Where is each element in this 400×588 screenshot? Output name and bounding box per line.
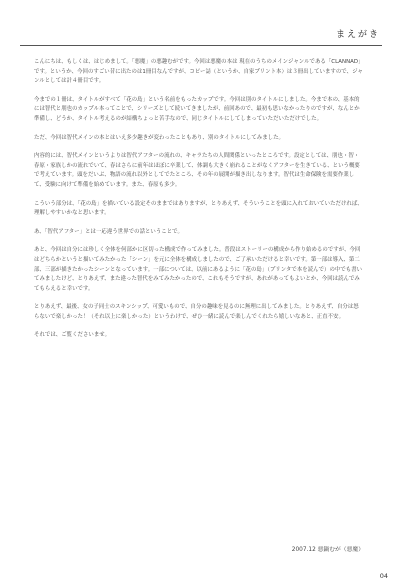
paragraph: あと、今回は自分には珍しく全体を何部かに区切った構成で作ってみました。普段はストーリーの構成から作り始めるのですが、今回はどちらかというと描いてみたかった「シーン」を元に全体を構成しましたので、ご了承いただけると幸いです。第一部は導入、第二部、三部が描きたかったシーンとなっています。一部については、以前にあるように「花の島」（プリンタで本を読んで）の中でも書いてみましたけど、とりあえず、また違った智代をみてみたかったので、これもそうですが、あれがあってもよいとか、今回は読んでみてもらえると幸いです。 [34, 247, 363, 292]
paragraph: 今までの１冊は、タイトルがすべて「花の島」という名前をもったカップです。今回は別のタイトルにしました。今まで本の、基本的には智代と朋也のカップル本ってことで、シリーズとして続いてきましたが、前回あので、最初も思いなかったりのですが、なんとか準備し、どうか、タイトル考えるのが結構ちょっと苦手なので、同じタイトルにしてしまっていただいただけでした。 [34, 96, 360, 122]
page-title: まえがき [335, 30, 380, 40]
page-number: 04 [379, 572, 388, 580]
paragraph: それでは、ご覧くださいませ。 [34, 332, 111, 339]
paragraph: とりあえず、最後、女の子同士のスキンシップ、可愛いもので、自分の趣味を見るのに無理に出してみました。とりあえず、自分は怒らないで楽しかった！（それ以上に楽しかった）というわけで、ぜひ一緒に読んで楽しんでくれたら嬉しいなあと、正直不安。 [34, 304, 359, 320]
signature-date: 2007.12 悪鍋むが（悪魔） [291, 547, 364, 553]
preface-body [34, 58, 364, 350]
paragraph: こんにちは、もしくは、はじめまして。「悪魔」の悪趣むがです。今回は悪魔の本は 現在のうちのメインジャンルである「CLANNAD」です。というか、今回のすごい昔に出たのは1冊目なんですが、コピー誌（というか、自家プリント本）は３冊出していますので、ジャンルとしては計４冊目です。 [34, 59, 364, 85]
title-underline [20, 45, 382, 46]
paragraph: ただ、今回は智代メインの本とはいえ多少趣きが変わったこともあり、別のタイトルにしてみました。 [34, 134, 284, 141]
paragraph: こういう部分は、「花の島」を描いている設定そのままではありますが、とりあえず、そういうことを頭に入れておいていただければ、理解しやすいかなと思います。 [34, 200, 363, 217]
paragraph: あ、「智代アフター」とは一応違う世界での話ということで。 [34, 228, 183, 235]
paragraph: 内容的には、智代メインというよりは智代アフターの流れの、キャラたちの人間関係といったところです。設定としては、朋也・智・春原・家族しかの流れでいて、春はさらに前年はほぼに卒業して、体調も大きく崩れることがなくアフターを生きている、という概要で考えています。頭をだいぶ、物語の流れ以外としてでたところ、その年の展開が描き出しなります。智代は生命保険を需要作業して、受験に向けて準備を始めています。また、春原も多少。 [34, 153, 360, 188]
